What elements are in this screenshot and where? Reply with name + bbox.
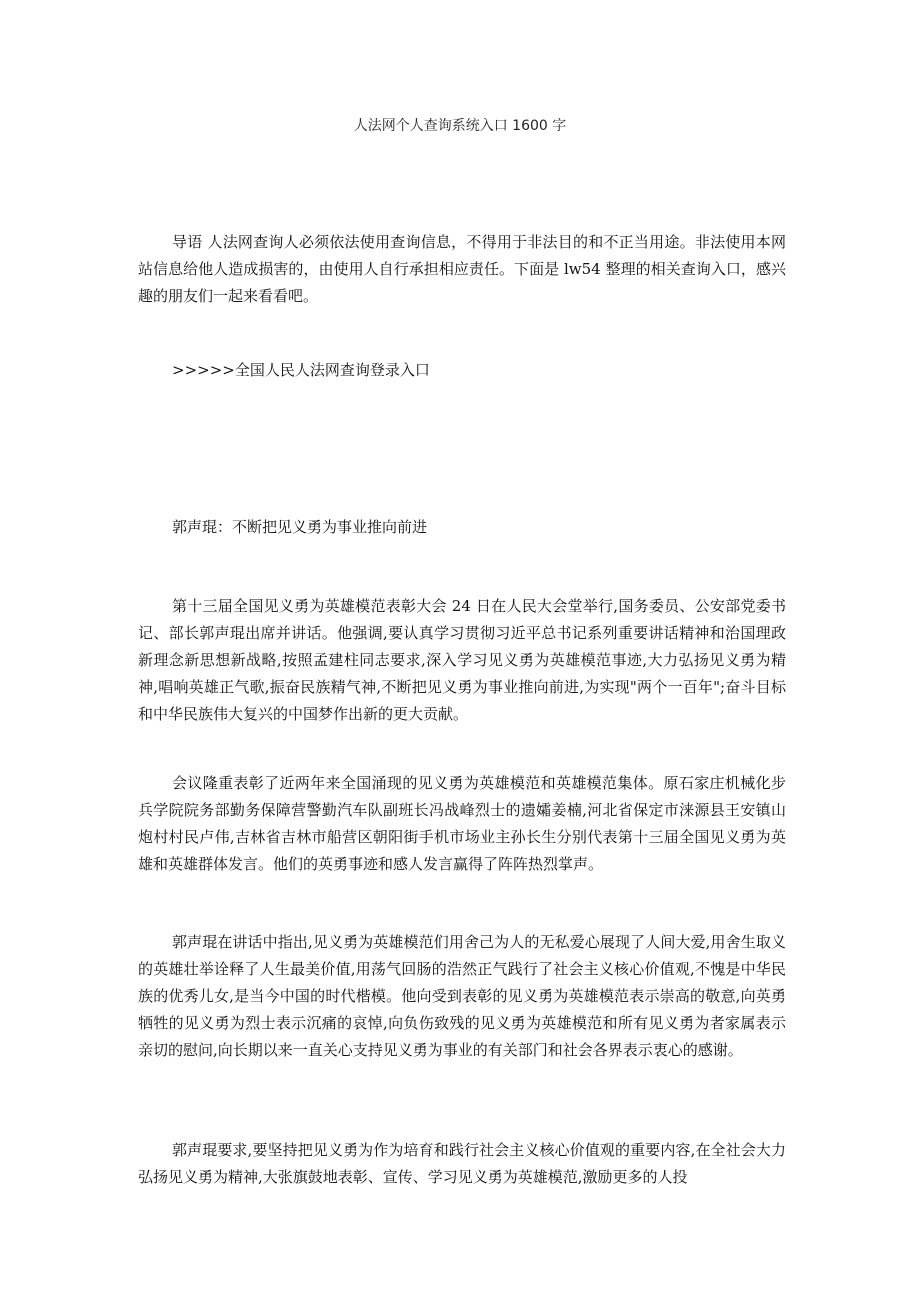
body-paragraph: 会议隆重表彰了近两年来全国涌现的见义勇为英雄模范和英雄模范集体。原石家庄机械化步兵学院院务部勤务保障营警勤汽车队副班长冯战峰烈士的遗孀姜楠,河北省保定市涞源县王安镇山炮村村民卢伟,吉林省吉林市船营区朝阳街手机市场业主孙长生分别代表第十三届全国见义勇为英雄和英雄群体发言。他们的英勇事迹和感人发言赢得了阵阵热烈掌声。 [138,774,786,873]
section-heading: 郭声琨：不断把见义勇为事业推向前进 [172,518,428,536]
intro-paragraph: 导语 人法网查询人必须依法使用查询信息，不得用于非法目的和不正当用途。非法使用本网站信息给他人造成损害的，由使用人自行承担相应责任。下面是 lw54 整理的相关查询入口，感兴趣的朋友们一起来看看吧。 [138,233,786,305]
body-paragraph: 第十三届全国见义勇为英雄模范表彰大会 24 日在人民大会堂举行,国务委员、公安部党委书记、部长郭声琨出席并讲话。他强调,要认真学习贯彻习近平总书记系列重要讲话精神和治国理政新理念新思想新战略,按照孟建柱同志要求,深入学习见义勇为英雄模范事迹,大力弘扬见义勇为精神,唱响英雄正气歌,振奋民族精气神,不断把见义勇为事业推向前进,为实现"两个一百年";奋斗目标和中华民族伟大复兴的中国梦作出新的更大贡献。 [138,597,786,723]
body-paragraph: 郭声琨要求,要坚持把见义勇为作为培育和践行社会主义核心价值观的重要内容,在全社会大力弘扬见义勇为精神,大张旗鼓地表彰、宣传、学习见义勇为英雄模范,激励更多的人投 [138,1141,786,1186]
document-title: 人法网个人查询系统入口 1600 字 [353,118,567,134]
body-paragraph: 郭声琨在讲话中指出,见义勇为英雄模范们用舍己为人的无私爱心展现了人间大爱,用舍生取义的英雄壮举诠释了人生最美价值,用荡气回肠的浩然正气践行了社会主义核心价值观,不愧是中华民族的优秀儿女,是当今中国的时代楷模。他向受到表彰的见义勇为英雄模范表示崇高的敬意,向英勇牺牲的见义勇为烈士表示沉痛的哀悼,向负伤致残的见义勇为英雄模范和所有见义勇为者家属表示亲切的慰问,向长期以来一直关心支持见义勇为事业的有关部门和社会各界表示衷心的感谢。 [138,933,786,1059]
query-login-link[interactable]: >>>>>全国人民人法网查询登录入口 [172,361,430,379]
